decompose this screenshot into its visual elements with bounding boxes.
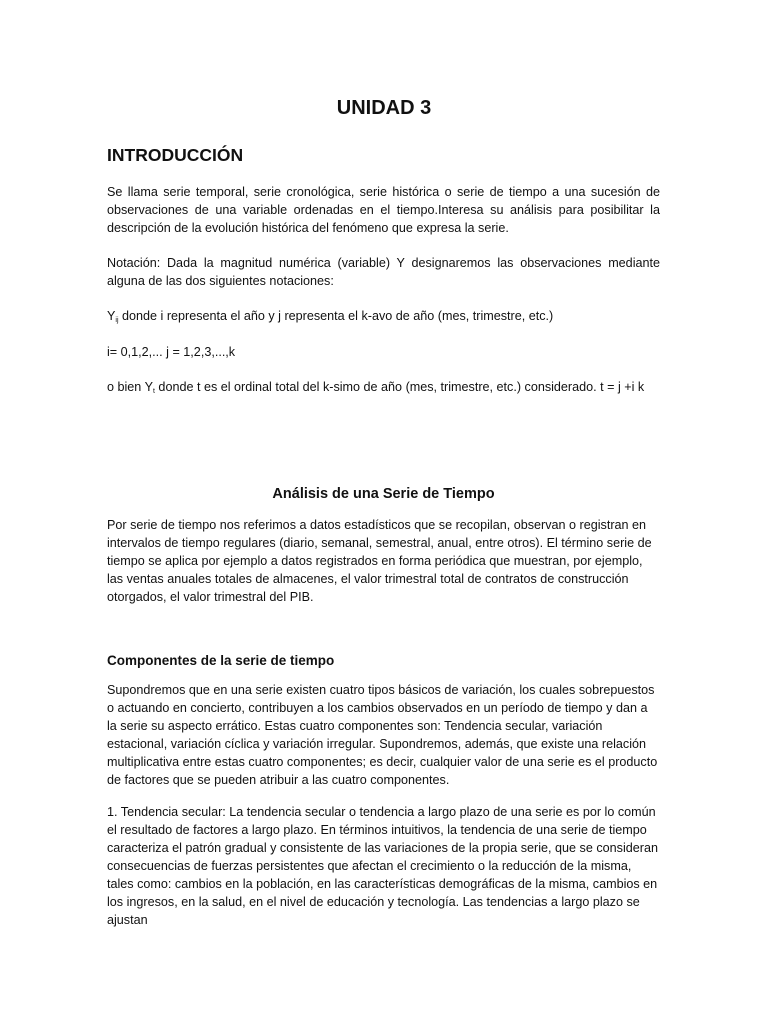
componentes-paragraph-tendencia: 1. Tendencia secular: La tendencia secular o tendencia a largo plazo de una serie es por lo común el resultado de factores a largo plazo. En términos intuitivos, la tendencia de una serie de tiempo caracteriza el patrón gradual y consistente de las variaciones de la propia serie, que se consideran consecuencias de fuerzas persistentes que afectan el crecimiento o la reducción de la misma, tales como: cambios en la población, en las características demográficas de la misma, cambios en los ingresos, en la salud, en el nivel de educación y tecnología. Las tendencias a largo plazo se ajustan xyxy=(107,805,658,927)
intro-paragraph-yij xyxy=(107,307,660,325)
componentes-heading: Componentes de la serie de tiempo xyxy=(107,653,335,668)
yt-prefix: o bien Y xyxy=(107,380,153,394)
intro-paragraph-notation: Notación: Dada la magnitud numérica (variable) Y designaremos las observaciones mediante alguna de las dos siguientes notaciones: xyxy=(107,256,660,288)
y-symbol: Y xyxy=(107,309,116,323)
ij-subscript: ij xyxy=(115,317,119,324)
intro-heading: INTRODUCCIÓN xyxy=(107,145,244,165)
intro-paragraph-yt xyxy=(107,378,660,396)
componentes-paragraph-intro: Supondremos que en una serie existen cuatro tipos básicos de variación, los cuales sobrepuestos o actuando en concierto, contribuyen a los cambios observados en un período de tiempo y dan a la serie su aspecto errático. Estas cuatro componentes son: Tendencia secular, variación estacional, variación cíclica y variación irregular. Supondremos, además, que existe una relación multiplicativa entre estas cuatro componentes; es decir, cualquier valor de una serie es el producto de factores que se pueden atribuir a las cuatro componentes. xyxy=(107,683,658,787)
yij-description: donde i representa el año y j representa el k-avo de año (mes, trimestre, etc.) xyxy=(118,309,554,323)
analisis-paragraph: Por serie de tiempo nos referimos a datos estadísticos que se recopilan, observan o registran en intervalos de tiempo regulares (diario, semanal, semestral, anual, entre otros). El término serie de tiempo se aplica por ejemplo a datos registrados en forma periódica que muestran, por ejemplo, las ventas anuales totales de almacenes, el valor trimestral total de contratos de construcción otorgados, el valor trimestral del PIB. xyxy=(107,518,652,604)
page-title: UNIDAD 3 xyxy=(336,97,432,119)
intro-paragraph-definition: Se llama serie temporal, serie cronológica, serie histórica o serie de tiempo a una sucesión de observaciones de una variable ordenadas en el tiempo.Interesa su análisis para posibilitar la descripción de la evolución histórica del fenómeno que expresa la serie. xyxy=(107,185,660,235)
yt-description: donde t es el ordinal total del k-simo de año (mes, trimestre, etc.) considerado. t = j +i k xyxy=(154,380,645,394)
analisis-heading: Análisis de una Serie de Tiempo xyxy=(272,486,495,502)
intro-paragraph-indices: i= 0,1,2,... j = 1,2,3,...,k xyxy=(107,345,236,359)
t-subscript: t xyxy=(152,388,155,395)
